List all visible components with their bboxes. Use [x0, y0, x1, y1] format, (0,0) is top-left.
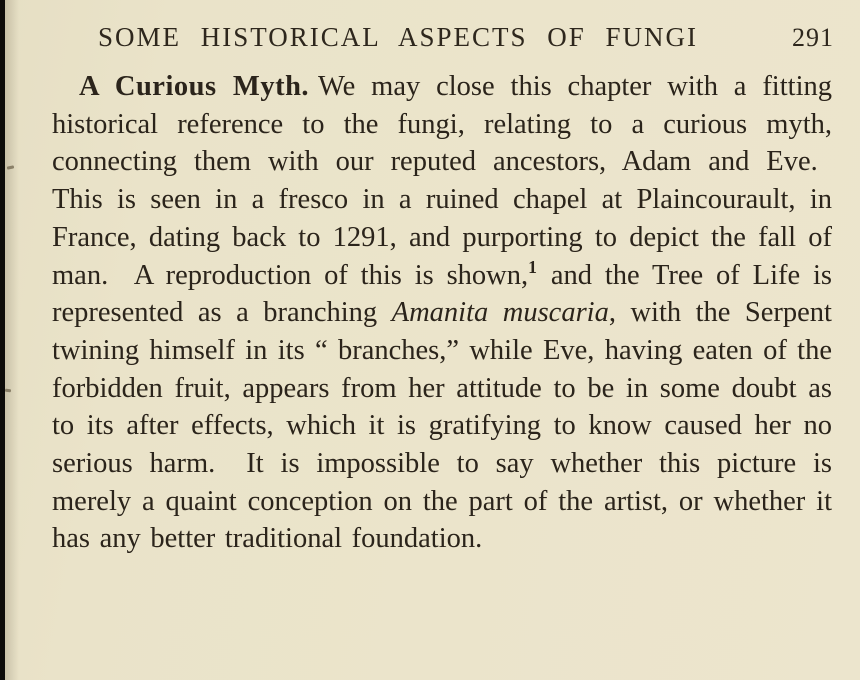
page-number: 291: [792, 23, 834, 52]
paragraph-lead: A Curious Myth.: [79, 71, 310, 102]
running-head: [52, 22, 834, 56]
paragraph: [52, 68, 832, 558]
body-text: [52, 68, 832, 558]
scan-edge-shadow: [5, 0, 19, 680]
running-head-title: SOME HISTORICAL ASPECTS OF FUNGI: [97, 22, 699, 52]
scan-speck: [5, 389, 11, 393]
paragraph-body: We may close this chapter with a fitting historical reference to the fungi, relating to a curious myth, connecting them with our reputed ancestors, Adam and Eve. This is seen in a fresco in a ruined chapel at Plaincourault, in France, dating back to 1291, and purporting to depict the fall of man. A reproduction of this is shown,$^1$ and the Tree of Life is represented as a branching Amanita muscaria, with the Serpent twining himself in its “ branches,” while Eve, having eaten of the forbidden fruit, appears from her attitude to be in some doubt as to its after effects, which it is gratifying to know caused her no serious harm. It is impossible to say whether this picture is merely a quaint conception on the part of the artist, or whether it has any better traditional foundation.: [52, 71, 832, 555]
